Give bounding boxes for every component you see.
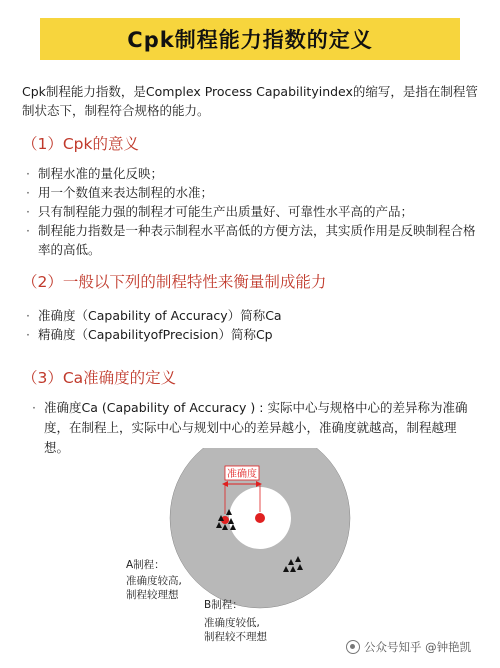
list-item: · 精确度（CapabilityofPrecision）简称Cp: [24, 325, 480, 344]
spec-center-dot: [255, 513, 265, 523]
a-process-desc-1: 准确度较高,: [126, 575, 182, 587]
section2-list: [24, 306, 480, 344]
wechat-icon: [346, 640, 360, 654]
section1-title: （1）Cpk的意义: [22, 135, 139, 153]
b-process-desc-1: 准确度较低,: [204, 617, 260, 629]
intro-paragraph: Cpk制程能力指数，是Complex Process Capabilityindex的缩写，是指在制程管制状态下，制程符合规格的能力。: [22, 84, 478, 118]
section3-title: （3）Ca准确度的定义: [22, 369, 177, 387]
section2-title: （2）一般以下列的制程特性来衡量制成能力: [22, 273, 327, 291]
list-item: · 用一个数值来表达制程的水准；: [24, 183, 480, 202]
accuracy-diagram: [118, 448, 418, 666]
target-svg: [118, 448, 418, 666]
a-process-title: A制程：: [126, 559, 165, 571]
watermark-text: 公众号知乎 @钟艳凯: [364, 640, 472, 654]
arrow-label: 准确度: [227, 469, 257, 480]
title-banner: [40, 18, 460, 60]
watermark: [346, 639, 471, 655]
list-item: · 准确度Ca (Capability of Accuracy ) : 实际中心与规格中心的差异称为准确度，在制程上，实际中心与规划中心的差异越小，准确度就越高，制程越理想。: [30, 398, 480, 458]
section1-list: [24, 164, 480, 259]
a-process-desc-2: 制程较理想: [126, 589, 179, 601]
list-item: · 制程水准的量化反映；: [24, 164, 480, 183]
list-item: · 准确度（Capability of Accuracy）简称Ca: [24, 306, 480, 325]
b-process-desc-2: 制程较不理想: [204, 631, 267, 643]
b-process-title: B制程：: [204, 599, 243, 611]
page-title: Cpk制程能力指数的定义: [127, 28, 373, 52]
list-item: · 只有制程能力强的制程才可能生产出质量好、可靠性水平高的产品；: [24, 202, 480, 221]
list-item: · 制程能力指数是一种表示制程水平高低的方便方法，其实质作用是反映制程合格率的高低。: [24, 221, 480, 259]
